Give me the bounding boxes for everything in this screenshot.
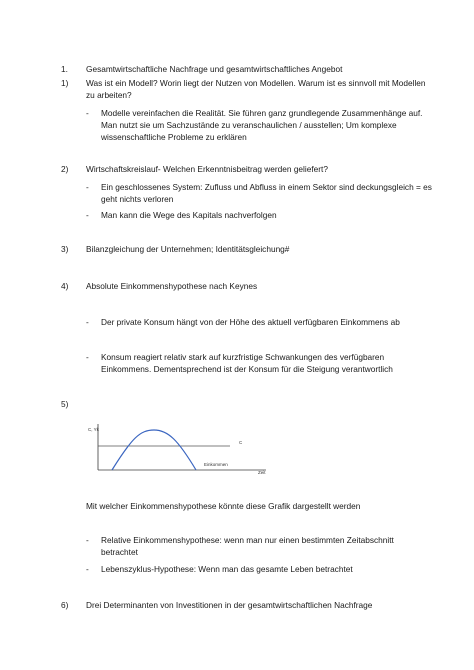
consumption-label: C <box>239 440 243 445</box>
q5-question: Mit welcher Einkommenshypothese könnte diese Grafik dargestellt werden <box>86 501 361 511</box>
q4-answer2-line1: Konsum reagiert relativ stark auf kurzfristige Schwankungen des verfügbaren <box>101 352 385 362</box>
y-axis-label: C, Yk <box>88 427 99 432</box>
x-axis-label: Zeit <box>258 470 266 475</box>
q1-answer-line1: Modelle vereinfachen die Realität. Sie führen ganz grundlegende Zusammenhänge auf. <box>101 108 423 118</box>
q5-answer2: Lebenszyklus-Hypothese: Wenn man das gesamte Leben betrachtet <box>101 564 353 574</box>
q5-answer1-line1: Relative Einkommenshypothese: wenn man nur einen bestimmten Zeitabschnitt <box>101 535 394 545</box>
q3-number: 3) <box>61 244 69 254</box>
q4-answer2-line2: Einkommens. Dementsprechend ist der Konsum für die Steigung verantwortlich <box>101 364 393 374</box>
q2-bullet1-dash: - <box>86 182 89 192</box>
q1-number: 1) <box>61 78 69 88</box>
q1-answer-line2: Man nutzt sie um Sachzustände zu veranschaulichen / ausstellen; Um komplexe <box>101 120 397 130</box>
q5-bullet2-dash: - <box>86 564 89 574</box>
q2-bullet2-dash: - <box>86 210 89 220</box>
q6-text: Drei Determinanten von Investitionen in der gesamtwirtschaftlichen Nachfrage <box>86 600 373 610</box>
heading-title: Gesamtwirtschaftliche Nachfrage und gesamtwirtschaftliches Angebot <box>86 64 343 74</box>
heading-number: 1. <box>61 64 68 74</box>
q3-text: Bilanzgleichung der Unternehmen; Identitätsgleichung# <box>86 244 290 254</box>
q1-text-line2: zu arbeiten? <box>86 90 132 100</box>
q1-bullet-dash: - <box>86 108 89 118</box>
q1-text-line1: Was ist ein Modell? Worin liegt der Nutzen von Modellen. Warum ist es sinnvoll mit Modellen <box>86 78 426 88</box>
q4-bullet1-dash: - <box>86 317 89 327</box>
income-curve <box>112 430 196 470</box>
q6-number: 6) <box>61 600 69 610</box>
q2-number: 2) <box>61 164 69 174</box>
q4-bullet2-dash: - <box>86 352 89 362</box>
income-curve-label: Einkommen <box>204 462 228 467</box>
q4-number: 4) <box>61 281 69 291</box>
q4-text: Absolute Einkommenshypothese nach Keynes <box>86 281 258 291</box>
q4-answer1: Der private Konsum hängt von der Höhe des aktuell verfügbaren Einkommens ab <box>101 317 400 327</box>
q5-bullet1-dash: - <box>86 535 89 545</box>
q2-answer1-line2: geht nichts verloren <box>101 194 174 204</box>
q1-answer-line3: wissenschaftliche Probleme zu erklären <box>101 132 247 142</box>
consumption-income-figure <box>80 418 280 484</box>
q2-answer2: Man kann die Wege des Kapitals nachverfolgen <box>101 210 277 220</box>
q2-text: Wirtschaftskreislauf- Welchen Erkenntnisbeitrag werden geliefert? <box>86 164 328 174</box>
q5-number: 5) <box>61 399 69 409</box>
q5-answer1-line2: betrachtet <box>101 547 138 557</box>
q2-answer1-line1: Ein geschlossenes System: Zufluss und Abfluss in einem Sektor sind deckungsgleich = es <box>101 182 432 192</box>
